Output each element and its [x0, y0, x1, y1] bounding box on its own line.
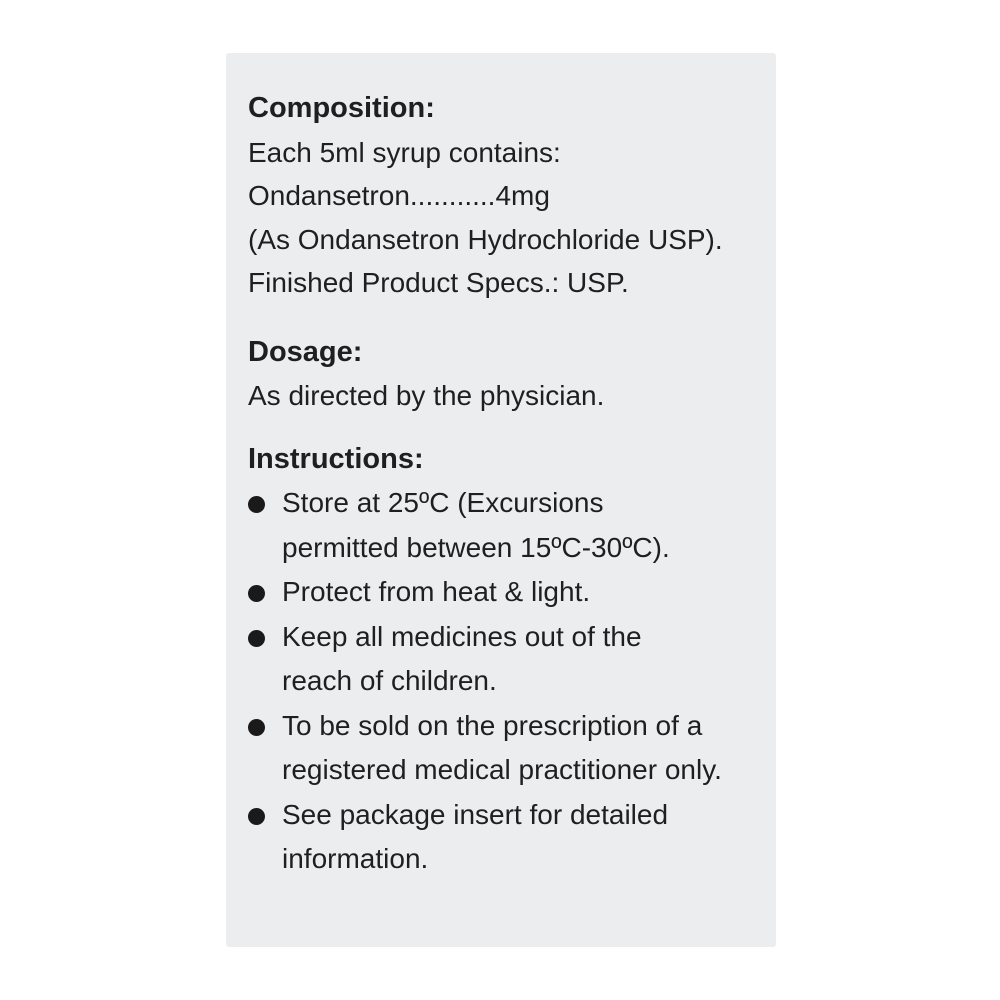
dosage-text: As directed by the physician. [248, 380, 605, 411]
composition-line: Finished Product Specs.: USP. [248, 267, 629, 298]
instruction-text: See package insert for detailed information. [282, 798, 669, 874]
bullet-icon [248, 585, 265, 602]
instruction-text: Protect from heat & light. [282, 576, 591, 607]
dosage-heading: Dosage: [248, 335, 363, 368]
composition-line: Each 5ml syrup contains: [248, 136, 561, 168]
bullet-icon [248, 808, 265, 825]
instruction-item [248, 615, 768, 704]
spacer [248, 305, 768, 331]
bullet-icon [248, 719, 265, 736]
bullet-icon [248, 496, 265, 513]
composition-heading: Composition: [248, 92, 435, 124]
composition-line: Ondansetron...........4mg [248, 180, 550, 211]
label-content [248, 87, 768, 882]
bullet-icon [248, 630, 265, 647]
instruction-text: To be sold on the prescription of a registered medical practitioner only. [282, 709, 722, 785]
spacer [248, 418, 768, 438]
instruction-item [248, 793, 768, 882]
instructions-list [248, 481, 768, 882]
instructions-heading: Instructions: [248, 442, 424, 475]
instruction-item [248, 481, 768, 570]
instruction-text: Keep all medicines out of the reach of children. [282, 620, 642, 696]
label-panel [226, 53, 776, 947]
instruction-text: Store at 25ºC (Excursions permitted between 15ºC-30ºC). [282, 487, 670, 563]
instruction-item [248, 570, 768, 615]
instruction-item [248, 704, 768, 793]
composition-line: (As Ondansetron Hydrochloride USP). [248, 223, 723, 255]
